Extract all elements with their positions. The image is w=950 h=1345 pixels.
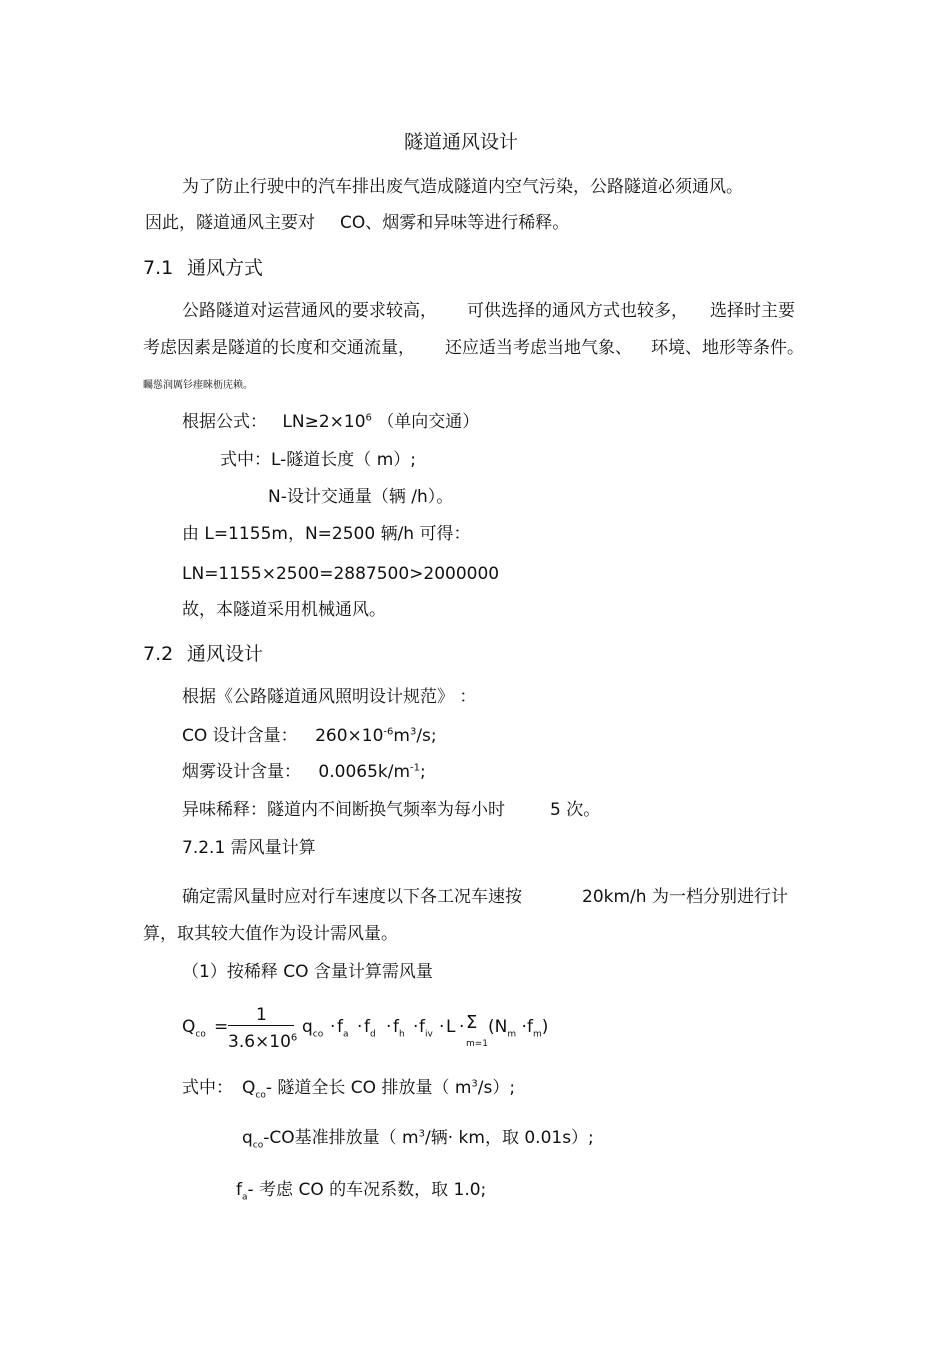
formula-dot-2: ·: [357, 1017, 363, 1037]
s71-para-line2b: 还应适当考虑当地气象、: [445, 338, 632, 358]
where-L: 式中：L-隧道长度（ m）;: [220, 450, 416, 470]
intro-line-2a: 因此，隧道通风主要对: [145, 213, 315, 233]
document-title: 隧道通风设计: [404, 131, 519, 153]
smoke-label: 烟雾设计含量：: [182, 762, 301, 782]
formula-q-base: $q_{co}$: [302, 1017, 324, 1040]
definitions-label: 式中：: [182, 1078, 233, 1098]
air-demand-para-line2: 算，取其较大值作为设计需风量。: [143, 924, 398, 944]
formula-L: L: [446, 1017, 456, 1037]
co-label: CO 设计含量：: [182, 726, 298, 746]
section-7-1-number: 7.1: [143, 257, 174, 279]
formula-sigma: Σ: [466, 1012, 478, 1033]
air-demand-para-line1a: 确定需风量时应对行车速度以下各工况车速按: [182, 887, 522, 907]
formula-main: LN≥2×10: [282, 412, 366, 432]
s71-para-line2a: 考虑因素是隧道的长度和交通流量，: [143, 338, 415, 358]
formula-equals: =: [214, 1017, 229, 1037]
formula-fd: $f_d$: [364, 1017, 376, 1040]
formula-dot-5: ·: [439, 1017, 445, 1037]
definition-fa: $f_a-$ 考虑 CO 的车况系数，取 1.0;: [236, 1180, 487, 1203]
formula-dot-1: ·: [330, 1017, 336, 1037]
formula-dot-4: ·: [413, 1017, 419, 1037]
s71-para-line1b: 可供选择的通风方式也较多，: [467, 301, 688, 321]
formula-dot-6: ·: [459, 1017, 465, 1037]
case-1-heading: （1）按稀释 CO 含量计算需风量: [182, 962, 433, 982]
formula-q-symbol: $Q_{co}$: [182, 1017, 206, 1040]
formula-numerator: 1: [256, 1005, 267, 1025]
subsection-7-2-1: 7.2.1 需风量计算: [182, 838, 316, 858]
co-value: $260\times 10^{-6}m^3/s$;: [315, 726, 437, 746]
odor-line-b: 5 次。: [550, 800, 601, 820]
formula-fa: $f_a$: [337, 1017, 349, 1040]
odor-line-a: 异味稀释：隧道内不间断换气频率为每小时: [182, 800, 505, 820]
formula-denominator: $3.6\times 10^6$: [228, 1032, 298, 1052]
co-content-line: [182, 726, 437, 746]
formula-fiv: $f_{iv}$: [419, 1017, 433, 1040]
standard-reference: 根据《公路隧道通风照明设计规范》 ：: [182, 687, 477, 707]
smoke-content-line: [182, 762, 426, 782]
formula-note: （单向交通）: [377, 412, 480, 432]
smoke-value: $0.0065k/m^{-1}$;: [318, 762, 426, 782]
air-demand-para-line1b: 20km/h: [582, 887, 647, 907]
section-7-2-title: 通风设计: [187, 643, 264, 665]
calculation: LN=1155×2500=2887500>2000000: [182, 564, 500, 584]
section-7-2-number: 7.2: [143, 643, 174, 665]
conclusion: 故，本隧道采用机械通风。: [182, 600, 386, 620]
s71-para-line2c: 环境、地形等条件。: [651, 338, 804, 358]
definition-q-base: $q_{co}-CO$基准排放量（ $m^3/$辆· km，取 0.01s）;: [242, 1128, 594, 1151]
section-7-1-title: 通风方式: [187, 257, 264, 279]
formula-sigma-lower: m=1: [466, 1039, 489, 1049]
air-demand-para-line1c: 为一档分别进行计: [652, 887, 788, 907]
where-N: N-设计交通量（辆 /h）。: [268, 487, 454, 507]
intro-line-2b: CO、烟雾和异味等进行稀释。: [340, 213, 570, 233]
definition-q-co: $Q_{co}-$ 隧道全长 CO 排放量（ $m^3/s$）;: [242, 1078, 516, 1101]
formula-exponent: 6: [365, 412, 372, 424]
given-values: 由 L=1155m，N=2500 辆/h 可得：: [182, 524, 471, 544]
formula-fraction-bar: [228, 1025, 294, 1026]
formula-label: 根据公式：: [182, 412, 267, 432]
formula-dot-3: ·: [386, 1017, 392, 1037]
s71-para-line1c: 选择时主要: [710, 301, 795, 321]
intro-line-1: 为了防止行驶中的汽车排出废气造成隧道内空气污染，公路隧道必须通风。: [182, 177, 743, 197]
formula-line: [182, 412, 479, 432]
s71-para-line1a: 公路隧道对运营通风的要求较高，: [182, 301, 437, 321]
formula-fh: $f_h$: [393, 1017, 405, 1040]
formula-sum-body: $(N_m \cdot f_m)$: [488, 1017, 549, 1040]
garbled-text: 矚慫润厲钐瘗睞枥庑赖。: [143, 380, 253, 391]
